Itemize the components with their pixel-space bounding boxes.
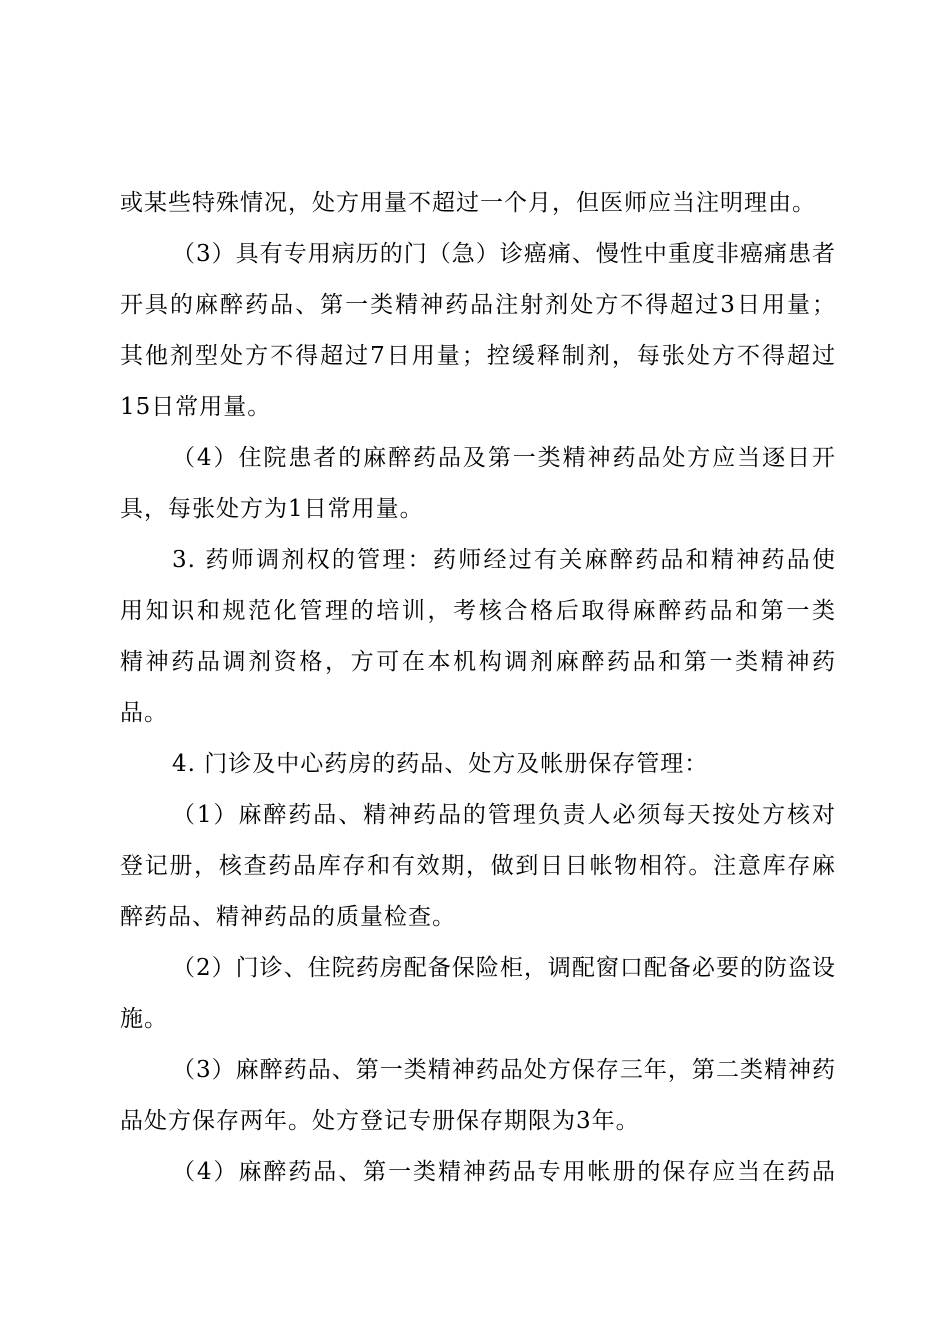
text-line: 精神药品调剂资格，方可在本机构调剂麻醉药品和第一类精神药 xyxy=(120,649,836,675)
text-line: （3）麻醉药品、第一类精神药品处方保存三年，第二类精神药 xyxy=(172,1057,836,1083)
text-line: 4. 门诊及中心药房的药品、处方及帐册保存管理： xyxy=(172,751,709,777)
text-line: 3. 药师调剂权的管理：药师经过有关麻醉药品和精神药品使 xyxy=(172,547,836,573)
text-line: 具，每张处方为1日常用量。 xyxy=(120,496,424,522)
text-line: 开具的麻醉药品、第一类精神药品注射剂处方不得超过3日用量； xyxy=(120,292,836,318)
text-line: （4）麻醉药品、第一类精神药品专用帐册的保存应当在药品 xyxy=(172,1159,836,1185)
text-line: 15日常用量。 xyxy=(120,394,272,420)
text-line: 施。 xyxy=(120,1006,168,1032)
text-line: 醉药品、精神药品的质量检查。 xyxy=(120,904,456,930)
text-line: 其他剂型处方不得超过7日用量；控缓释制剂，每张处方不得超过 xyxy=(120,343,836,369)
text-line: （2）门诊、住院药房配备保险柜，调配窗口配备必要的防盗设 xyxy=(172,955,836,981)
text-line: （4）住院患者的麻醉药品及第一类精神药品处方应当逐日开 xyxy=(172,445,836,471)
text-line: 用知识和规范化管理的培训，考核合格后取得麻醉药品和第一类 xyxy=(120,598,836,624)
text-line: （3）具有专用病历的门（急）诊癌痛、慢性中重度非癌痛患者 xyxy=(172,241,836,267)
text-line: 品处方保存两年。处方登记专册保存期限为3年。 xyxy=(120,1108,640,1134)
text-line: 或某些特殊情况，处方用量不超过一个月，但医师应当注明理由。 xyxy=(120,190,816,216)
text-line: 登记册，核查药品库存和有效期，做到日日帐物相符。注意库存麻 xyxy=(120,853,836,879)
text-line: （1）麻醉药品、精神药品的管理负责人必须每天按处方核对 xyxy=(172,802,836,828)
text-line: 品。 xyxy=(120,700,168,726)
